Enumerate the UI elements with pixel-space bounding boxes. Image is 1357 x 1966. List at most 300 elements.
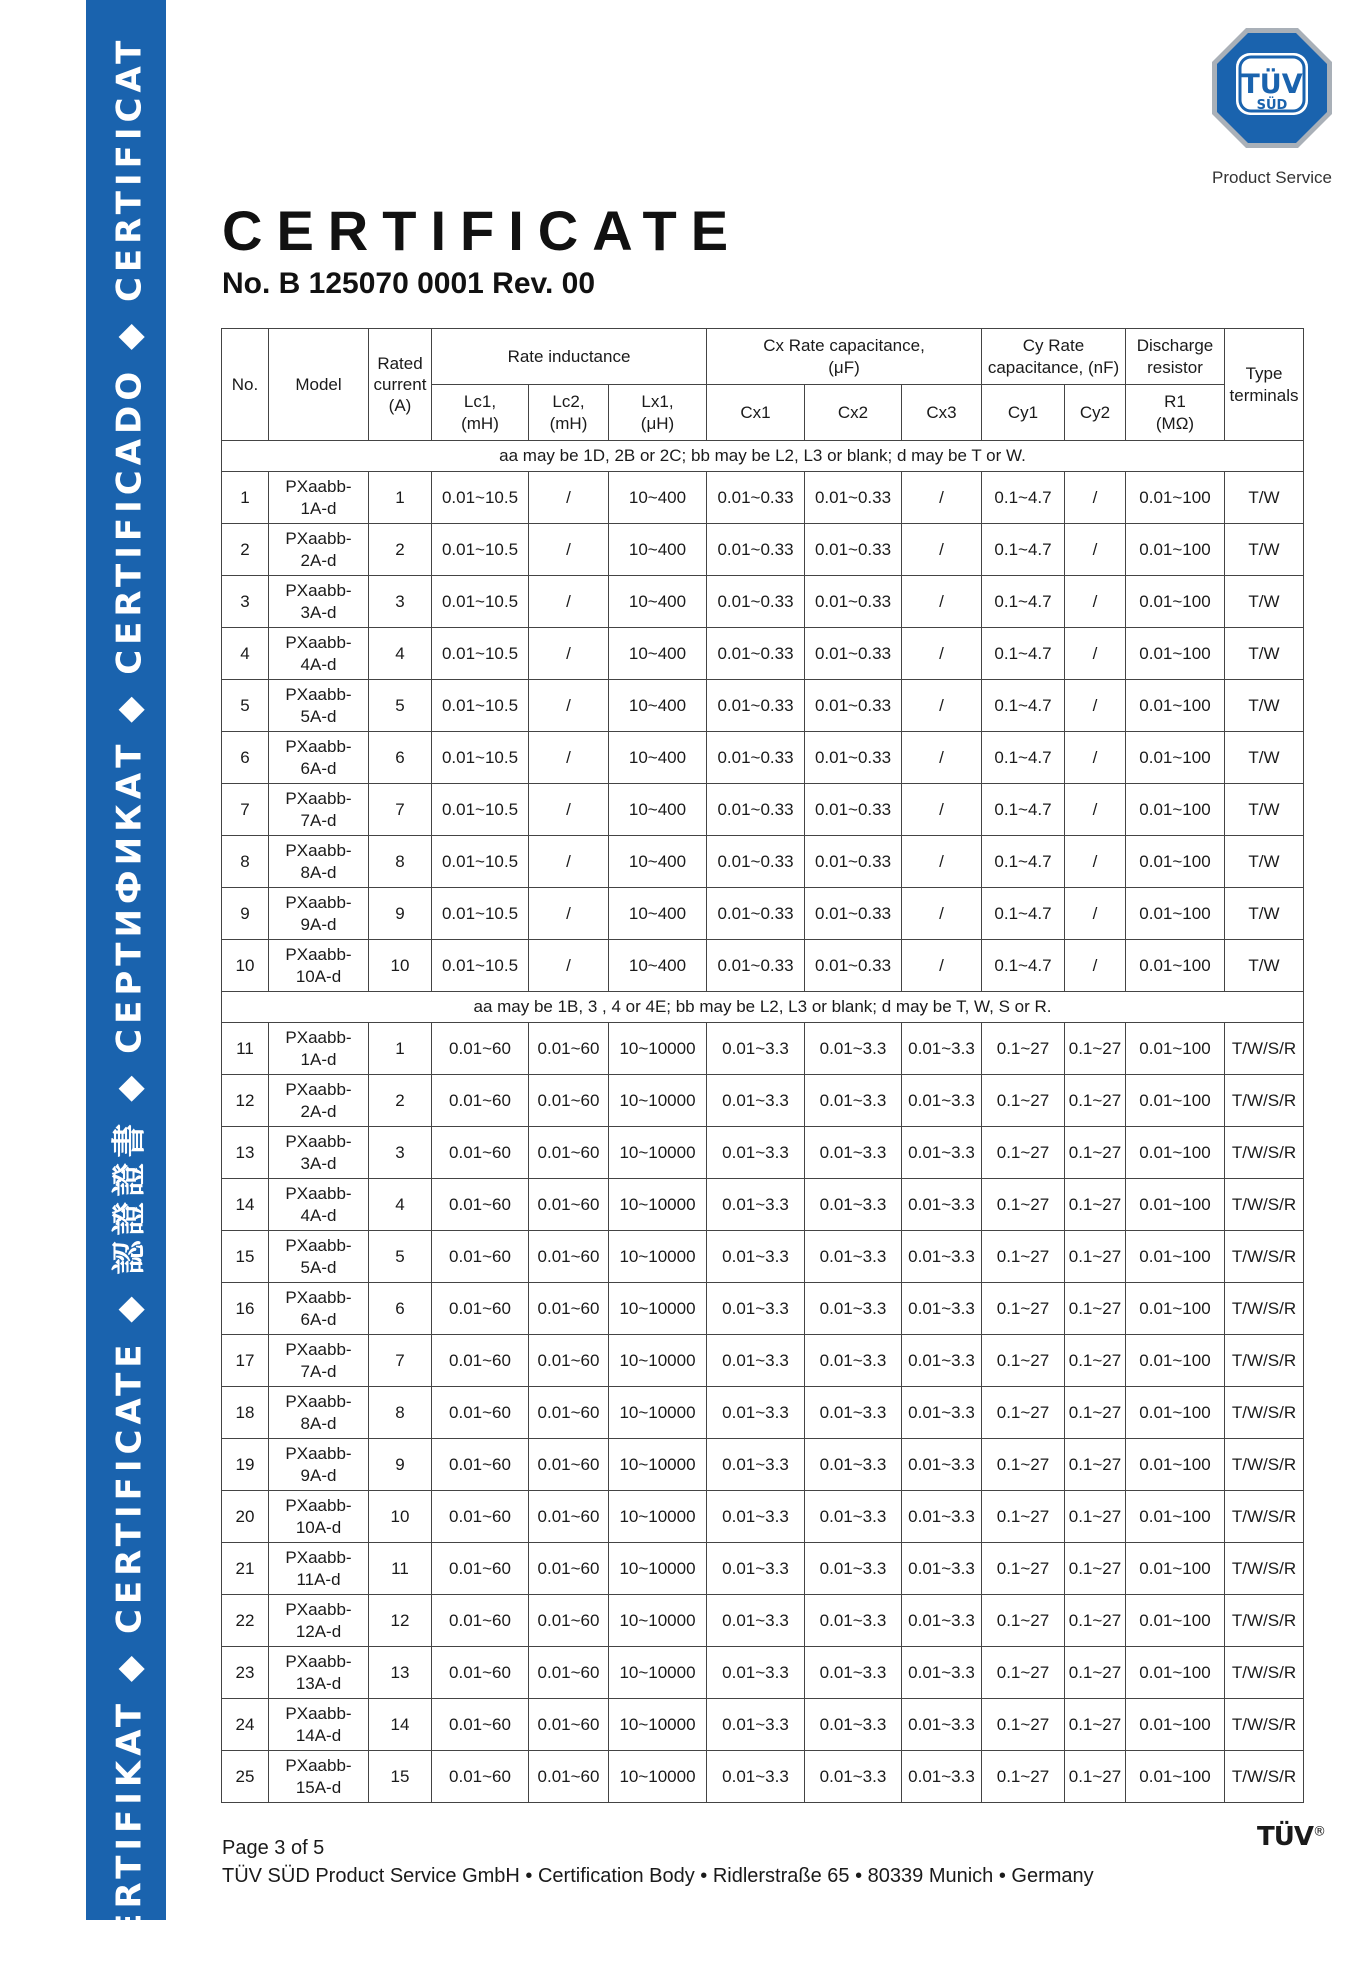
cell-cy1: 0.1~4.7 [982,472,1065,524]
cell-no: 14 [222,1179,269,1231]
cell-type: T/W/S/R [1225,1491,1304,1543]
table-row [222,940,1304,992]
cell-type: T/W [1225,472,1304,524]
header-line: (MΩ) [1155,413,1195,433]
model-line: PXaabb- [285,1080,352,1100]
cell-lc2: 0.01~60 [529,1127,609,1179]
model-line: PXaabb- [285,477,352,497]
header-line: capacitance, (nF) [987,357,1120,377]
model-line: PXaabb- [285,1756,352,1776]
cell-cx3: / [902,940,982,992]
cell-cx2: 0.01~0.33 [805,888,902,940]
model-line: PXaabb- [285,1600,352,1620]
cell-cx2: 0.01~3.3 [805,1543,902,1595]
cell-cx2: 0.01~3.3 [805,1179,902,1231]
cell-current: 2 [369,1075,432,1127]
cell-cx2: 0.01~3.3 [805,1595,902,1647]
model-line: PXaabb- [285,685,352,705]
table-row [222,1179,1304,1231]
cell-cx1: 0.01~0.33 [707,888,805,940]
cell-lx1: 10~400 [609,628,707,680]
cell-cx2: 0.01~0.33 [805,472,902,524]
cell-lc2: / [529,576,609,628]
table-row [222,1439,1304,1491]
cell-no: 2 [222,524,269,576]
cell-type: T/W/S/R [1225,1699,1304,1751]
table-row [222,472,1304,524]
header-line: current [373,374,427,394]
table-row [222,1543,1304,1595]
cell-r1: 0.01~100 [1126,680,1225,732]
table-row [222,836,1304,888]
cell-cy2: / [1065,732,1126,784]
table-row [222,524,1304,576]
cell-model [269,1283,369,1335]
spec-table [221,328,1304,1803]
cell-cy2: 0.1~27 [1065,1595,1126,1647]
model-line: PXaabb- [285,789,352,809]
cell-cx3: 0.01~3.3 [902,1179,982,1231]
cell-type: T/W/S/R [1225,1075,1304,1127]
col-cy2-header: Cy2 [1065,385,1126,441]
table-row [222,1023,1304,1075]
cell-lc2: 0.01~60 [529,1647,609,1699]
cell-lc1: 0.01~60 [432,1179,529,1231]
cell-current: 6 [369,732,432,784]
cell-cy2: 0.1~27 [1065,1335,1126,1387]
cell-cy1: 0.1~4.7 [982,836,1065,888]
cell-cy2: 0.1~27 [1065,1231,1126,1283]
cell-cx2: 0.01~3.3 [805,1335,902,1387]
certificate-title: CERTIFICATE [222,199,743,262]
cell-lc1: 0.01~60 [432,1023,529,1075]
cell-lx1: 10~10000 [609,1439,707,1491]
col-cx2-header: Cx2 [805,385,902,441]
cell-r1: 0.01~100 [1126,888,1225,940]
cell-lx1: 10~10000 [609,1647,707,1699]
cell-cx2: 0.01~3.3 [805,1075,902,1127]
cell-model [269,524,369,576]
cell-cx1: 0.01~0.33 [707,576,805,628]
col-cx1-header: Cx1 [707,385,805,441]
header-line: Discharge [1136,336,1214,356]
cell-cx1: 0.01~3.3 [707,1335,805,1387]
model-line: 3A-d [300,602,337,622]
cell-lc1: 0.01~10.5 [432,732,529,784]
cell-cx2: 0.01~3.3 [805,1647,902,1699]
cell-cx1: 0.01~0.33 [707,472,805,524]
cell-cx3: 0.01~3.3 [902,1491,982,1543]
cell-lc1: 0.01~60 [432,1075,529,1127]
model-line: PXaabb- [285,1236,352,1256]
cell-type: T/W [1225,732,1304,784]
cell-lc1: 0.01~10.5 [432,680,529,732]
cell-cy1: 0.1~27 [982,1699,1065,1751]
cell-lc1: 0.01~10.5 [432,628,529,680]
cell-cy1: 0.1~4.7 [982,680,1065,732]
header-line: Cy Rate [1022,336,1085,356]
cell-cy2: 0.1~27 [1065,1283,1126,1335]
header-line: (A) [388,396,412,416]
cell-current: 7 [369,1335,432,1387]
cell-lc2: / [529,732,609,784]
cell-lc2: / [529,888,609,940]
header-line: resistor [1147,357,1203,377]
cell-type: T/W [1225,628,1304,680]
cell-cx2: 0.01~3.3 [805,1751,902,1803]
model-line: PXaabb- [285,1548,352,1568]
header-line: (mH) [461,413,499,433]
registered-mark: ® [1313,1824,1325,1840]
table-row [222,1127,1304,1179]
cell-lc2: 0.01~60 [529,1387,609,1439]
cell-lc2: / [529,524,609,576]
spec-table-body [222,441,1304,1803]
cell-cx1: 0.01~3.3 [707,1543,805,1595]
cell-type: T/W/S/R [1225,1595,1304,1647]
model-line: PXaabb- [285,841,352,861]
model-line: 12A-d [295,1621,342,1641]
cell-cy2: / [1065,940,1126,992]
group-note-row [222,992,1304,1023]
cell-cy2: 0.1~27 [1065,1023,1126,1075]
cell-lx1: 10~400 [609,524,707,576]
cell-r1: 0.01~100 [1126,836,1225,888]
cell-type: T/W/S/R [1225,1387,1304,1439]
cell-current: 10 [369,1491,432,1543]
table-row [222,1075,1304,1127]
cell-lc2: 0.01~60 [529,1595,609,1647]
cell-cx2: 0.01~3.3 [805,1387,902,1439]
col-no-header: No. [222,329,269,441]
cell-current: 8 [369,836,432,888]
cell-cx3: / [902,472,982,524]
model-line: PXaabb- [285,1652,352,1672]
certificate-number: No. B 125070 0001 Rev. 00 [222,267,596,300]
cell-lc2: / [529,784,609,836]
cell-r1: 0.01~100 [1126,472,1225,524]
header-line: Type [1245,364,1283,384]
cell-model [269,1023,369,1075]
cell-type: T/W [1225,836,1304,888]
col-discharge-header [1126,329,1225,385]
cell-current: 4 [369,1179,432,1231]
cell-r1: 0.01~100 [1126,1179,1225,1231]
model-line: PXaabb- [285,1444,352,1464]
cell-lc2: 0.01~60 [529,1543,609,1595]
cell-lc2: 0.01~60 [529,1439,609,1491]
model-line: 10A-d [295,1517,342,1537]
cell-lc1: 0.01~60 [432,1543,529,1595]
cell-cy1: 0.1~27 [982,1335,1065,1387]
cell-cy2: 0.1~27 [1065,1127,1126,1179]
model-line: PXaabb- [285,1132,352,1152]
cell-lx1: 10~400 [609,836,707,888]
cell-cx2: 0.01~3.3 [805,1699,902,1751]
cell-no: 12 [222,1075,269,1127]
cell-model [269,1491,369,1543]
cell-current: 11 [369,1543,432,1595]
cell-lx1: 10~400 [609,888,707,940]
cell-cx2: 0.01~0.33 [805,628,902,680]
cell-lx1: 10~10000 [609,1335,707,1387]
cell-cx2: 0.01~0.33 [805,784,902,836]
cell-cx2: 0.01~3.3 [805,1491,902,1543]
table-row [222,1387,1304,1439]
cell-cx1: 0.01~0.33 [707,784,805,836]
cell-r1: 0.01~100 [1126,1647,1225,1699]
cell-cy1: 0.1~27 [982,1075,1065,1127]
cell-r1: 0.01~100 [1126,1699,1225,1751]
cell-model [269,576,369,628]
cell-current: 2 [369,524,432,576]
cell-cx2: 0.01~3.3 [805,1023,902,1075]
cell-no: 13 [222,1127,269,1179]
cell-cy1: 0.1~27 [982,1491,1065,1543]
cell-lx1: 10~10000 [609,1023,707,1075]
cell-cy1: 0.1~4.7 [982,784,1065,836]
cell-cy1: 0.1~27 [982,1179,1065,1231]
cell-lx1: 10~400 [609,784,707,836]
model-line: PXaabb- [285,737,352,757]
cell-cy2: / [1065,836,1126,888]
col-rate-inductance-header: Rate inductance [432,329,707,385]
cell-no: 21 [222,1543,269,1595]
cell-lx1: 10~400 [609,680,707,732]
col-lx1-header [609,385,707,441]
cell-cy2: / [1065,472,1126,524]
cell-cy1: 0.1~4.7 [982,628,1065,680]
cell-model [269,1231,369,1283]
model-line: 5A-d [300,706,337,726]
cell-lx1: 10~400 [609,472,707,524]
header-line: (μH) [640,413,675,433]
cell-cy1: 0.1~27 [982,1595,1065,1647]
cell-current: 3 [369,1127,432,1179]
model-line: PXaabb- [285,1184,352,1204]
col-lc1-header [432,385,529,441]
cell-type: T/W/S/R [1225,1647,1304,1699]
cell-cy1: 0.1~27 [982,1387,1065,1439]
cell-type: T/W/S/R [1225,1335,1304,1387]
cell-cx1: 0.01~3.3 [707,1179,805,1231]
cell-cx3: 0.01~3.3 [902,1023,982,1075]
model-line: 1A-d [300,498,337,518]
table-row [222,1699,1304,1751]
cell-model [269,1439,369,1491]
cell-cy2: / [1065,576,1126,628]
cell-no: 22 [222,1595,269,1647]
cell-lx1: 10~400 [609,732,707,784]
cell-cy2: 0.1~27 [1065,1075,1126,1127]
cell-cx3: 0.01~3.3 [902,1075,982,1127]
cell-cy1: 0.1~27 [982,1283,1065,1335]
header-line: Rated [377,353,423,373]
cell-type: T/W [1225,576,1304,628]
cell-lc1: 0.01~10.5 [432,524,529,576]
table-row [222,1335,1304,1387]
cell-lx1: 10~400 [609,576,707,628]
model-line: PXaabb- [285,1392,352,1412]
cell-type: T/W/S/R [1225,1439,1304,1491]
cell-cx3: 0.01~3.3 [902,1699,982,1751]
cell-cx3: / [902,836,982,888]
header-line: Lx1, [641,392,674,412]
model-line: PXaabb- [285,893,352,913]
model-line: PXaabb- [285,581,352,601]
cell-cx1: 0.01~3.3 [707,1127,805,1179]
col-cy1-header: Cy1 [982,385,1065,441]
cell-no: 8 [222,836,269,888]
cell-no: 20 [222,1491,269,1543]
cell-cx3: 0.01~3.3 [902,1595,982,1647]
cell-model [269,940,369,992]
cell-cy1: 0.1~27 [982,1023,1065,1075]
cell-cx1: 0.01~3.3 [707,1387,805,1439]
cell-type: T/W [1225,784,1304,836]
cell-model [269,1595,369,1647]
cell-cy2: / [1065,680,1126,732]
cell-lx1: 10~10000 [609,1127,707,1179]
cell-current: 1 [369,1023,432,1075]
model-line: PXaabb- [285,633,352,653]
cell-r1: 0.01~100 [1126,940,1225,992]
table-row [222,1595,1304,1647]
col-lc2-header [529,385,609,441]
footer-address: TÜV SÜD Product Service GmbH • Certification Body • Ridlerstraße 65 • 80339 Munich • Germany [222,1865,1094,1887]
cell-model [269,472,369,524]
cell-lc2: 0.01~60 [529,1179,609,1231]
cell-no: 19 [222,1439,269,1491]
cell-lc2: / [529,472,609,524]
cell-cy1: 0.1~4.7 [982,732,1065,784]
cell-cx2: 0.01~3.3 [805,1231,902,1283]
cell-no: 15 [222,1231,269,1283]
model-line: 2A-d [300,550,337,570]
cell-current: 15 [369,1751,432,1803]
cell-no: 24 [222,1699,269,1751]
cell-lx1: 10~10000 [609,1387,707,1439]
cell-cx1: 0.01~0.33 [707,680,805,732]
group-note-row [222,441,1304,472]
model-line: 4A-d [300,654,337,674]
cell-cx1: 0.01~0.33 [707,628,805,680]
cell-cx2: 0.01~0.33 [805,836,902,888]
cell-lx1: 10~10000 [609,1075,707,1127]
product-service-label: Product Service [1212,168,1332,187]
cell-cx1: 0.01~3.3 [707,1283,805,1335]
cell-current: 9 [369,1439,432,1491]
cell-cx3: 0.01~3.3 [902,1439,982,1491]
cell-lc2: / [529,836,609,888]
header-line: Lc1, [463,392,497,412]
cell-current: 12 [369,1595,432,1647]
cell-cx3: / [902,888,982,940]
cell-lc2: 0.01~60 [529,1699,609,1751]
cell-type: T/W/S/R [1225,1023,1304,1075]
cell-cy2: 0.1~27 [1065,1543,1126,1595]
cell-no: 5 [222,680,269,732]
cell-model [269,1647,369,1699]
cell-cx1: 0.01~0.33 [707,940,805,992]
cell-lc2: 0.01~60 [529,1335,609,1387]
cell-no: 16 [222,1283,269,1335]
model-line: PXaabb- [285,945,352,965]
cell-lx1: 10~10000 [609,1751,707,1803]
logo-brand-text: TÜV [1241,69,1303,100]
cell-cy1: 0.1~4.7 [982,888,1065,940]
model-line: 7A-d [300,1361,337,1381]
cell-lc1: 0.01~10.5 [432,784,529,836]
cell-cx3: 0.01~3.3 [902,1387,982,1439]
cell-cy1: 0.1~27 [982,1751,1065,1803]
model-line: 7A-d [300,810,337,830]
cell-cy2: 0.1~27 [1065,1647,1126,1699]
cell-cx3: / [902,784,982,836]
model-line: 8A-d [300,862,337,882]
cell-cy1: 0.1~27 [982,1127,1065,1179]
cell-cx3: / [902,628,982,680]
cell-type: T/W [1225,524,1304,576]
cell-model [269,1335,369,1387]
tuv-sud-logo [1210,26,1334,150]
header-line: Lc2, [552,392,585,412]
cell-lc1: 0.01~60 [432,1231,529,1283]
cell-no: 25 [222,1751,269,1803]
cell-cy2: 0.1~27 [1065,1491,1126,1543]
cell-model [269,784,369,836]
cell-no: 23 [222,1647,269,1699]
cell-lc1: 0.01~60 [432,1127,529,1179]
cell-r1: 0.01~100 [1126,1543,1225,1595]
model-line: 8A-d [300,1413,337,1433]
cell-cx1: 0.01~0.33 [707,732,805,784]
header-line: Cx Rate capacitance, [763,336,925,356]
cell-lc1: 0.01~10.5 [432,836,529,888]
model-line: 3A-d [300,1153,337,1173]
col-rated-current-header [369,329,432,441]
cell-model [269,836,369,888]
cell-cx1: 0.01~3.3 [707,1491,805,1543]
cell-lc1: 0.01~10.5 [432,888,529,940]
cell-no: 7 [222,784,269,836]
cell-r1: 0.01~100 [1126,1387,1225,1439]
model-line: 6A-d [300,758,337,778]
cell-type: T/W/S/R [1225,1751,1304,1803]
cell-cx3: 0.01~3.3 [902,1751,982,1803]
cell-lx1: 10~400 [609,940,707,992]
cell-lc2: 0.01~60 [529,1283,609,1335]
cell-current: 7 [369,784,432,836]
table-row [222,732,1304,784]
model-line: PXaabb- [285,1288,352,1308]
cell-lc2: 0.01~60 [529,1231,609,1283]
cell-lc1: 0.01~60 [432,1387,529,1439]
side-band-text: ZERTIFIKAT ◆ CERTIFICATE ◆ 認證證書 ◆ СЕРТИФИКАТ ◆ CERTIFICADO ◆ CERTIFICAT [109,35,150,1966]
cell-cx1: 0.01~3.3 [707,1699,805,1751]
table-row [222,888,1304,940]
cell-lx1: 10~10000 [609,1491,707,1543]
cell-lx1: 10~10000 [609,1595,707,1647]
page-number: Page 3 of 5 [222,1837,325,1859]
cell-lc1: 0.01~60 [432,1439,529,1491]
cell-cx2: 0.01~3.3 [805,1127,902,1179]
cell-r1: 0.01~100 [1126,1439,1225,1491]
cell-no: 4 [222,628,269,680]
cell-r1: 0.01~100 [1126,576,1225,628]
cell-lx1: 10~10000 [609,1283,707,1335]
cell-lc1: 0.01~60 [432,1647,529,1699]
